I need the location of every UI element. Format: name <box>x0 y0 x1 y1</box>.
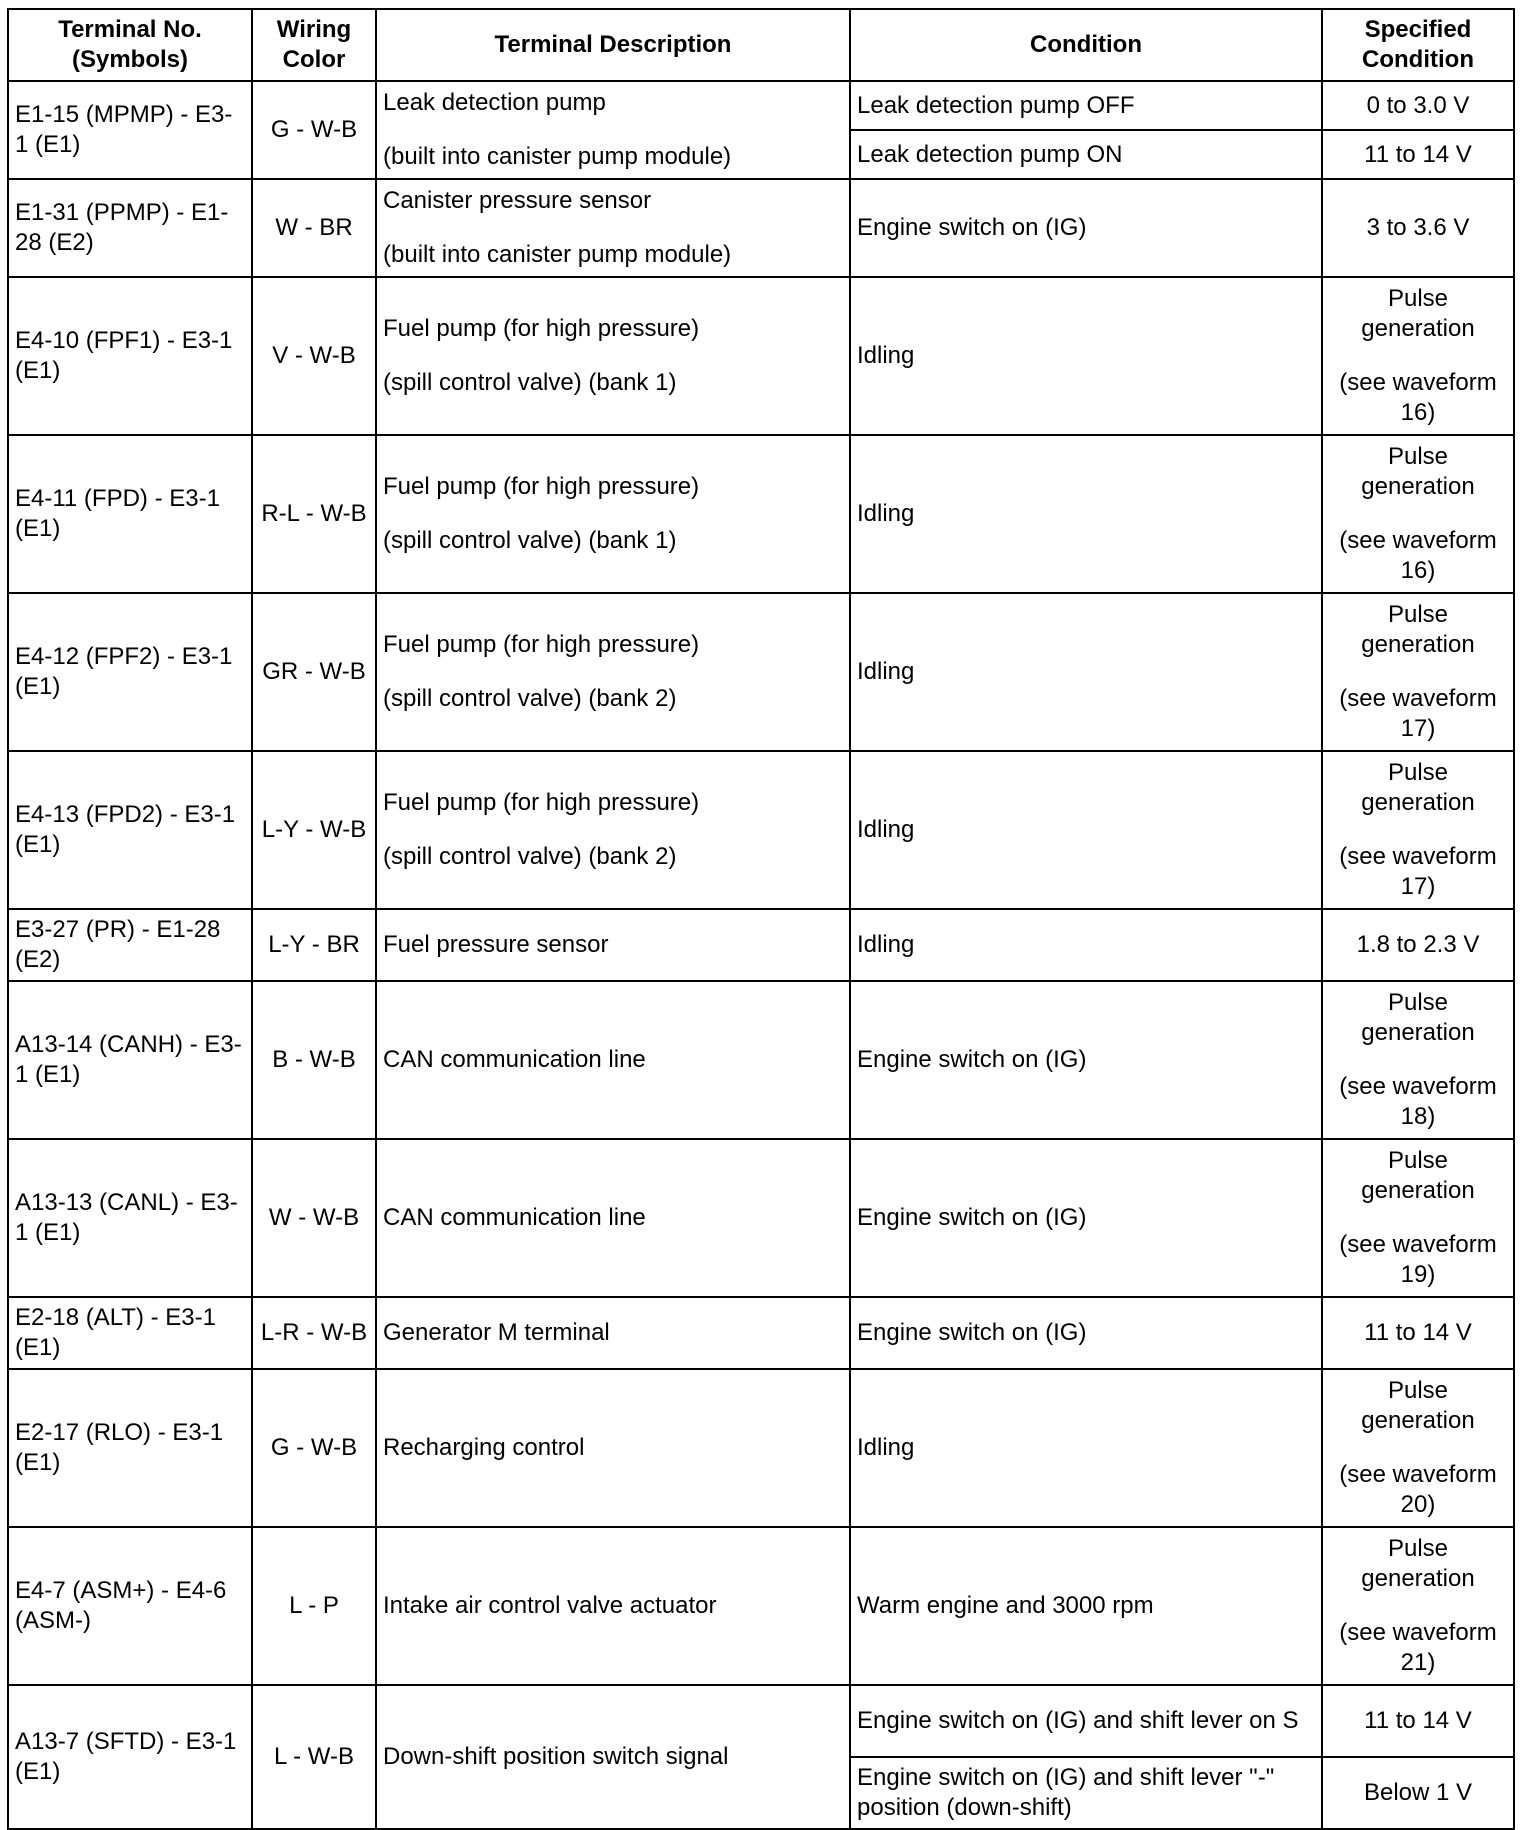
wiring-color-cell: GR - W-B <box>252 593 376 751</box>
condition-cell: Leak detection pump OFF <box>850 81 1322 130</box>
specified-condition-cell: 1.8 to 2.3 V <box>1322 909 1514 981</box>
spec-line: (see waveform 20) <box>1339 1461 1497 1518</box>
terminal-cell: E4-11 (FPD) - E3-1 (E1) <box>8 435 252 593</box>
table-row <box>8 1139 1514 1297</box>
description-line: Leak detection pump <box>383 89 606 116</box>
description-cell <box>376 751 850 909</box>
wiring-color-cell: L - W-B <box>252 1685 376 1829</box>
spec-line: (see waveform 17) <box>1339 685 1497 742</box>
header-wiring-color: Wiring Color <box>252 9 376 81</box>
terminal-cell: A13-14 (CANH) - E3-1 (E1) <box>8 981 252 1139</box>
specified-condition-cell: 11 to 14 V <box>1322 130 1514 179</box>
condition-cell: Engine switch on (IG) <box>850 981 1322 1139</box>
condition-cell: Engine switch on (IG) and shift lever "-" position (down-shift) <box>850 1757 1322 1829</box>
spec-line: Pulse generation <box>1361 285 1475 342</box>
specified-condition-cell <box>1322 1369 1514 1527</box>
description-cell: Down-shift position switch signal <box>376 1685 850 1829</box>
wiring-color-cell: B - W-B <box>252 981 376 1139</box>
table-row <box>8 593 1514 751</box>
wiring-color-cell: L-Y - BR <box>252 909 376 981</box>
specified-condition-cell <box>1322 1527 1514 1685</box>
condition-cell: Warm engine and 3000 rpm <box>850 1527 1322 1685</box>
terminal-cell: E1-15 (MPMP) - E3-1 (E1) <box>8 81 252 179</box>
table-header-row <box>8 9 1514 81</box>
terminal-cell: E4-10 (FPF1) - E3-1 (E1) <box>8 277 252 435</box>
table-row <box>8 1527 1514 1685</box>
description-line: Canister pressure sensor <box>383 187 652 214</box>
description-cell: Generator M terminal <box>376 1297 850 1369</box>
table-row <box>8 1685 1514 1757</box>
terminal-cell: E2-17 (RLO) - E3-1 (E1) <box>8 1369 252 1527</box>
table-row <box>8 1369 1514 1527</box>
description-line: Fuel pump (for high pressure) <box>383 473 700 500</box>
spec-line: Pulse generation <box>1361 601 1475 658</box>
table-row <box>8 751 1514 909</box>
condition-cell: Idling <box>850 435 1322 593</box>
header-terminal: Terminal No. (Symbols) <box>8 9 252 81</box>
specified-condition-cell: 3 to 3.6 V <box>1322 179 1514 277</box>
description-line: Fuel pump (for high pressure) <box>383 789 700 816</box>
description-cell <box>376 435 850 593</box>
specified-condition-cell: Below 1 V <box>1322 1757 1514 1829</box>
description-cell: CAN communication line <box>376 981 850 1139</box>
header-specified-condition: Specified Condition <box>1322 9 1514 81</box>
wiring-color-cell: G - W-B <box>252 1369 376 1527</box>
spec-line: (see waveform 19) <box>1339 1231 1497 1288</box>
wiring-color-cell: L-R - W-B <box>252 1297 376 1369</box>
spec-line: (see waveform 16) <box>1339 369 1497 426</box>
specified-condition-cell: 11 to 14 V <box>1322 1685 1514 1757</box>
description-cell: CAN communication line <box>376 1139 850 1297</box>
specified-condition-cell <box>1322 981 1514 1139</box>
terminal-cell: A13-13 (CANL) - E3-1 (E1) <box>8 1139 252 1297</box>
terminal-cell: E4-7 (ASM+) - E4-6 (ASM-) <box>8 1527 252 1685</box>
description-cell: Recharging control <box>376 1369 850 1527</box>
table-row <box>8 81 1514 130</box>
wiring-color-cell: W - BR <box>252 179 376 277</box>
spec-line: Pulse generation <box>1361 1147 1475 1204</box>
wiring-color-cell: L - P <box>252 1527 376 1685</box>
condition-cell: Engine switch on (IG) <box>850 1139 1322 1297</box>
header-condition: Condition <box>850 9 1322 81</box>
condition-cell: Idling <box>850 277 1322 435</box>
description-line: Fuel pump (for high pressure) <box>383 631 700 658</box>
description-line: (spill control valve) (bank 1) <box>383 369 677 396</box>
spec-line: Pulse generation <box>1361 1377 1475 1434</box>
description-line: (spill control valve) (bank 2) <box>383 685 677 712</box>
terminal-cell: E2-18 (ALT) - E3-1 (E1) <box>8 1297 252 1369</box>
terminal-cell: E4-12 (FPF2) - E3-1 (E1) <box>8 593 252 751</box>
condition-cell: Idling <box>850 1369 1322 1527</box>
terminal-spec-table <box>7 8 1515 1830</box>
description-cell <box>376 81 850 179</box>
description-line: (spill control valve) (bank 1) <box>383 527 677 554</box>
wiring-color-cell: R-L - W-B <box>252 435 376 593</box>
spec-line: Pulse generation <box>1361 1535 1475 1592</box>
description-cell <box>376 593 850 751</box>
specified-condition-cell <box>1322 1139 1514 1297</box>
specified-condition-cell <box>1322 277 1514 435</box>
description-cell <box>376 179 850 277</box>
spec-line: Pulse generation <box>1361 989 1475 1046</box>
spec-line: (see waveform 21) <box>1339 1619 1497 1676</box>
terminal-cell: E3-27 (PR) - E1-28 (E2) <box>8 909 252 981</box>
condition-cell: Engine switch on (IG) <box>850 1297 1322 1369</box>
spec-line: Pulse generation <box>1361 759 1475 816</box>
description-line: Fuel pump (for high pressure) <box>383 315 700 342</box>
table-row <box>8 435 1514 593</box>
description-line: (spill control valve) (bank 2) <box>383 843 677 870</box>
condition-cell: Leak detection pump ON <box>850 130 1322 179</box>
specified-condition-cell <box>1322 435 1514 593</box>
description-line: (built into canister pump module) <box>383 143 732 170</box>
wiring-color-cell: W - W-B <box>252 1139 376 1297</box>
condition-cell: Idling <box>850 909 1322 981</box>
description-cell: Fuel pressure sensor <box>376 909 850 981</box>
header-terminal-description: Terminal Description <box>376 9 850 81</box>
specified-condition-cell <box>1322 593 1514 751</box>
terminal-cell: E4-13 (FPD2) - E3-1 (E1) <box>8 751 252 909</box>
spec-line: (see waveform 16) <box>1339 527 1497 584</box>
table-row <box>8 1297 1514 1369</box>
condition-cell: Idling <box>850 593 1322 751</box>
table-row <box>8 981 1514 1139</box>
description-line: (built into canister pump module) <box>383 241 732 268</box>
wiring-color-cell: L-Y - W-B <box>252 751 376 909</box>
condition-cell: Engine switch on (IG) <box>850 179 1322 277</box>
terminal-cell: A13-7 (SFTD) - E3-1 (E1) <box>8 1685 252 1829</box>
description-cell <box>376 277 850 435</box>
spec-line: (see waveform 17) <box>1339 843 1497 900</box>
table-row <box>8 179 1514 277</box>
terminal-cell: E1-31 (PPMP) - E1-28 (E2) <box>8 179 252 277</box>
wiring-color-cell: V - W-B <box>252 277 376 435</box>
wiring-color-cell: G - W-B <box>252 81 376 179</box>
condition-cell: Idling <box>850 751 1322 909</box>
spec-line: (see waveform 18) <box>1339 1073 1497 1130</box>
specified-condition-cell: 11 to 14 V <box>1322 1297 1514 1369</box>
condition-cell: Engine switch on (IG) and shift lever on S <box>850 1685 1322 1757</box>
description-cell: Intake air control valve actuator <box>376 1527 850 1685</box>
table-row <box>8 277 1514 435</box>
table-row <box>8 909 1514 981</box>
specified-condition-cell: 0 to 3.0 V <box>1322 81 1514 130</box>
specified-condition-cell <box>1322 751 1514 909</box>
spec-line: Pulse generation <box>1361 443 1475 500</box>
